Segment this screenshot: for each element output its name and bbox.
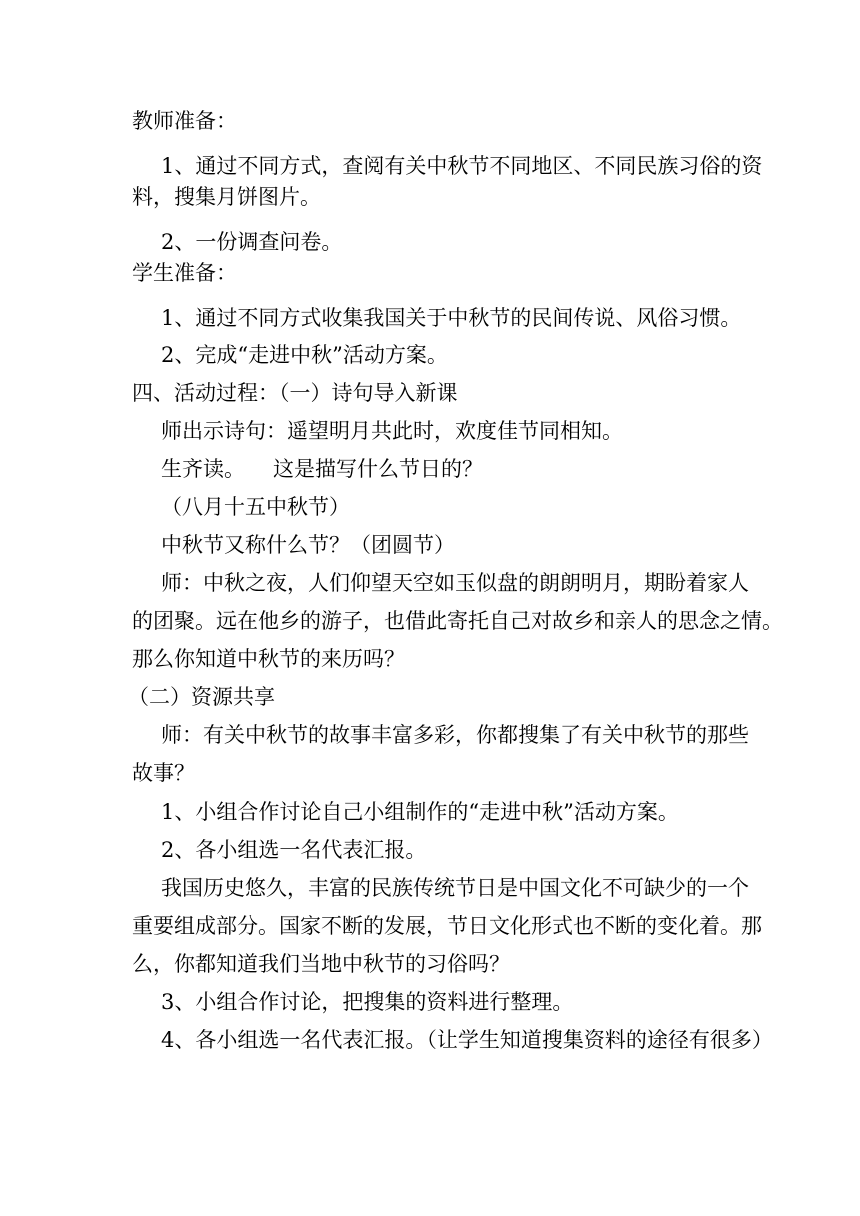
paragraph-line: 么，你都知道我们当地中秋节的习俗吗？ [132,952,510,976]
heading-student-prep: 学生准备： [132,261,237,285]
paragraph-line: 2、各小组选一名代表汇报。 [161,838,427,862]
paragraph-line: 1、通过不同方式收集我国关于中秋节的民间传说、风俗习惯。 [161,306,742,330]
inline-text: 生齐读。 [161,457,245,481]
paragraph-line: 2、完成“走进中秋”活动方案。 [161,343,448,367]
paragraph-line: 2、一份调查问卷。 [161,230,343,254]
paragraph-line: 那么你知道中秋节的来历吗？ [132,647,405,671]
heading-activity-process: 四、活动过程：（一）诗句导入新课 [132,381,458,405]
paragraph-line: 重要组成部分。国家不断的发展，节日文化形式也不断的变化着。那 [132,914,762,938]
paragraph-line: 我国历史悠久，丰富的民族传统节日是中国文化不可缺少的一个 [161,876,749,900]
paragraph-line: 的团聚。远在他乡的游子，也借此寄托自己对故乡和亲人的思念之情。 [132,609,783,633]
inline-text: 这是描写什么节日的？ [273,457,483,481]
paragraph-line: 中秋节又称什么节？（团圆节） [161,533,455,557]
heading-resource-sharing: （二）资源共享 [128,685,275,709]
paragraph-line: 1、小组合作讨论自己小组制作的“走进中秋”活动方案。 [161,800,679,824]
paragraph-line: 师：有关中秋节的故事丰富多彩，你都搜集了有关中秋节的那些 [161,723,749,747]
paragraph-line: 故事？ [132,761,195,785]
paragraph-line: 4、各小组选一名代表汇报。（让学生知道搜集资料的途径有很多） [161,1028,773,1052]
paragraph-line: 师：中秋之夜，人们仰望天空如玉似盘的朗朗明月，期盼着家人 [161,571,749,595]
paragraph-line: 3、小组合作讨论，把搜集的资料进行整理。 [161,990,574,1014]
paragraph-line: 师出示诗句：遥望明月共此时，欢度佳节同相知。 [161,419,623,443]
heading-teacher-prep: 教师准备： [132,109,237,133]
paragraph-line: 料，搜集月饼图片。 [132,185,321,209]
paragraph-line: 1、通过不同方式，查阅有关中秋节不同地区、不同民族习俗的资 [161,154,763,178]
paragraph-line [161,455,483,483]
paragraph-line: （八月十五中秋节） [161,495,350,519]
